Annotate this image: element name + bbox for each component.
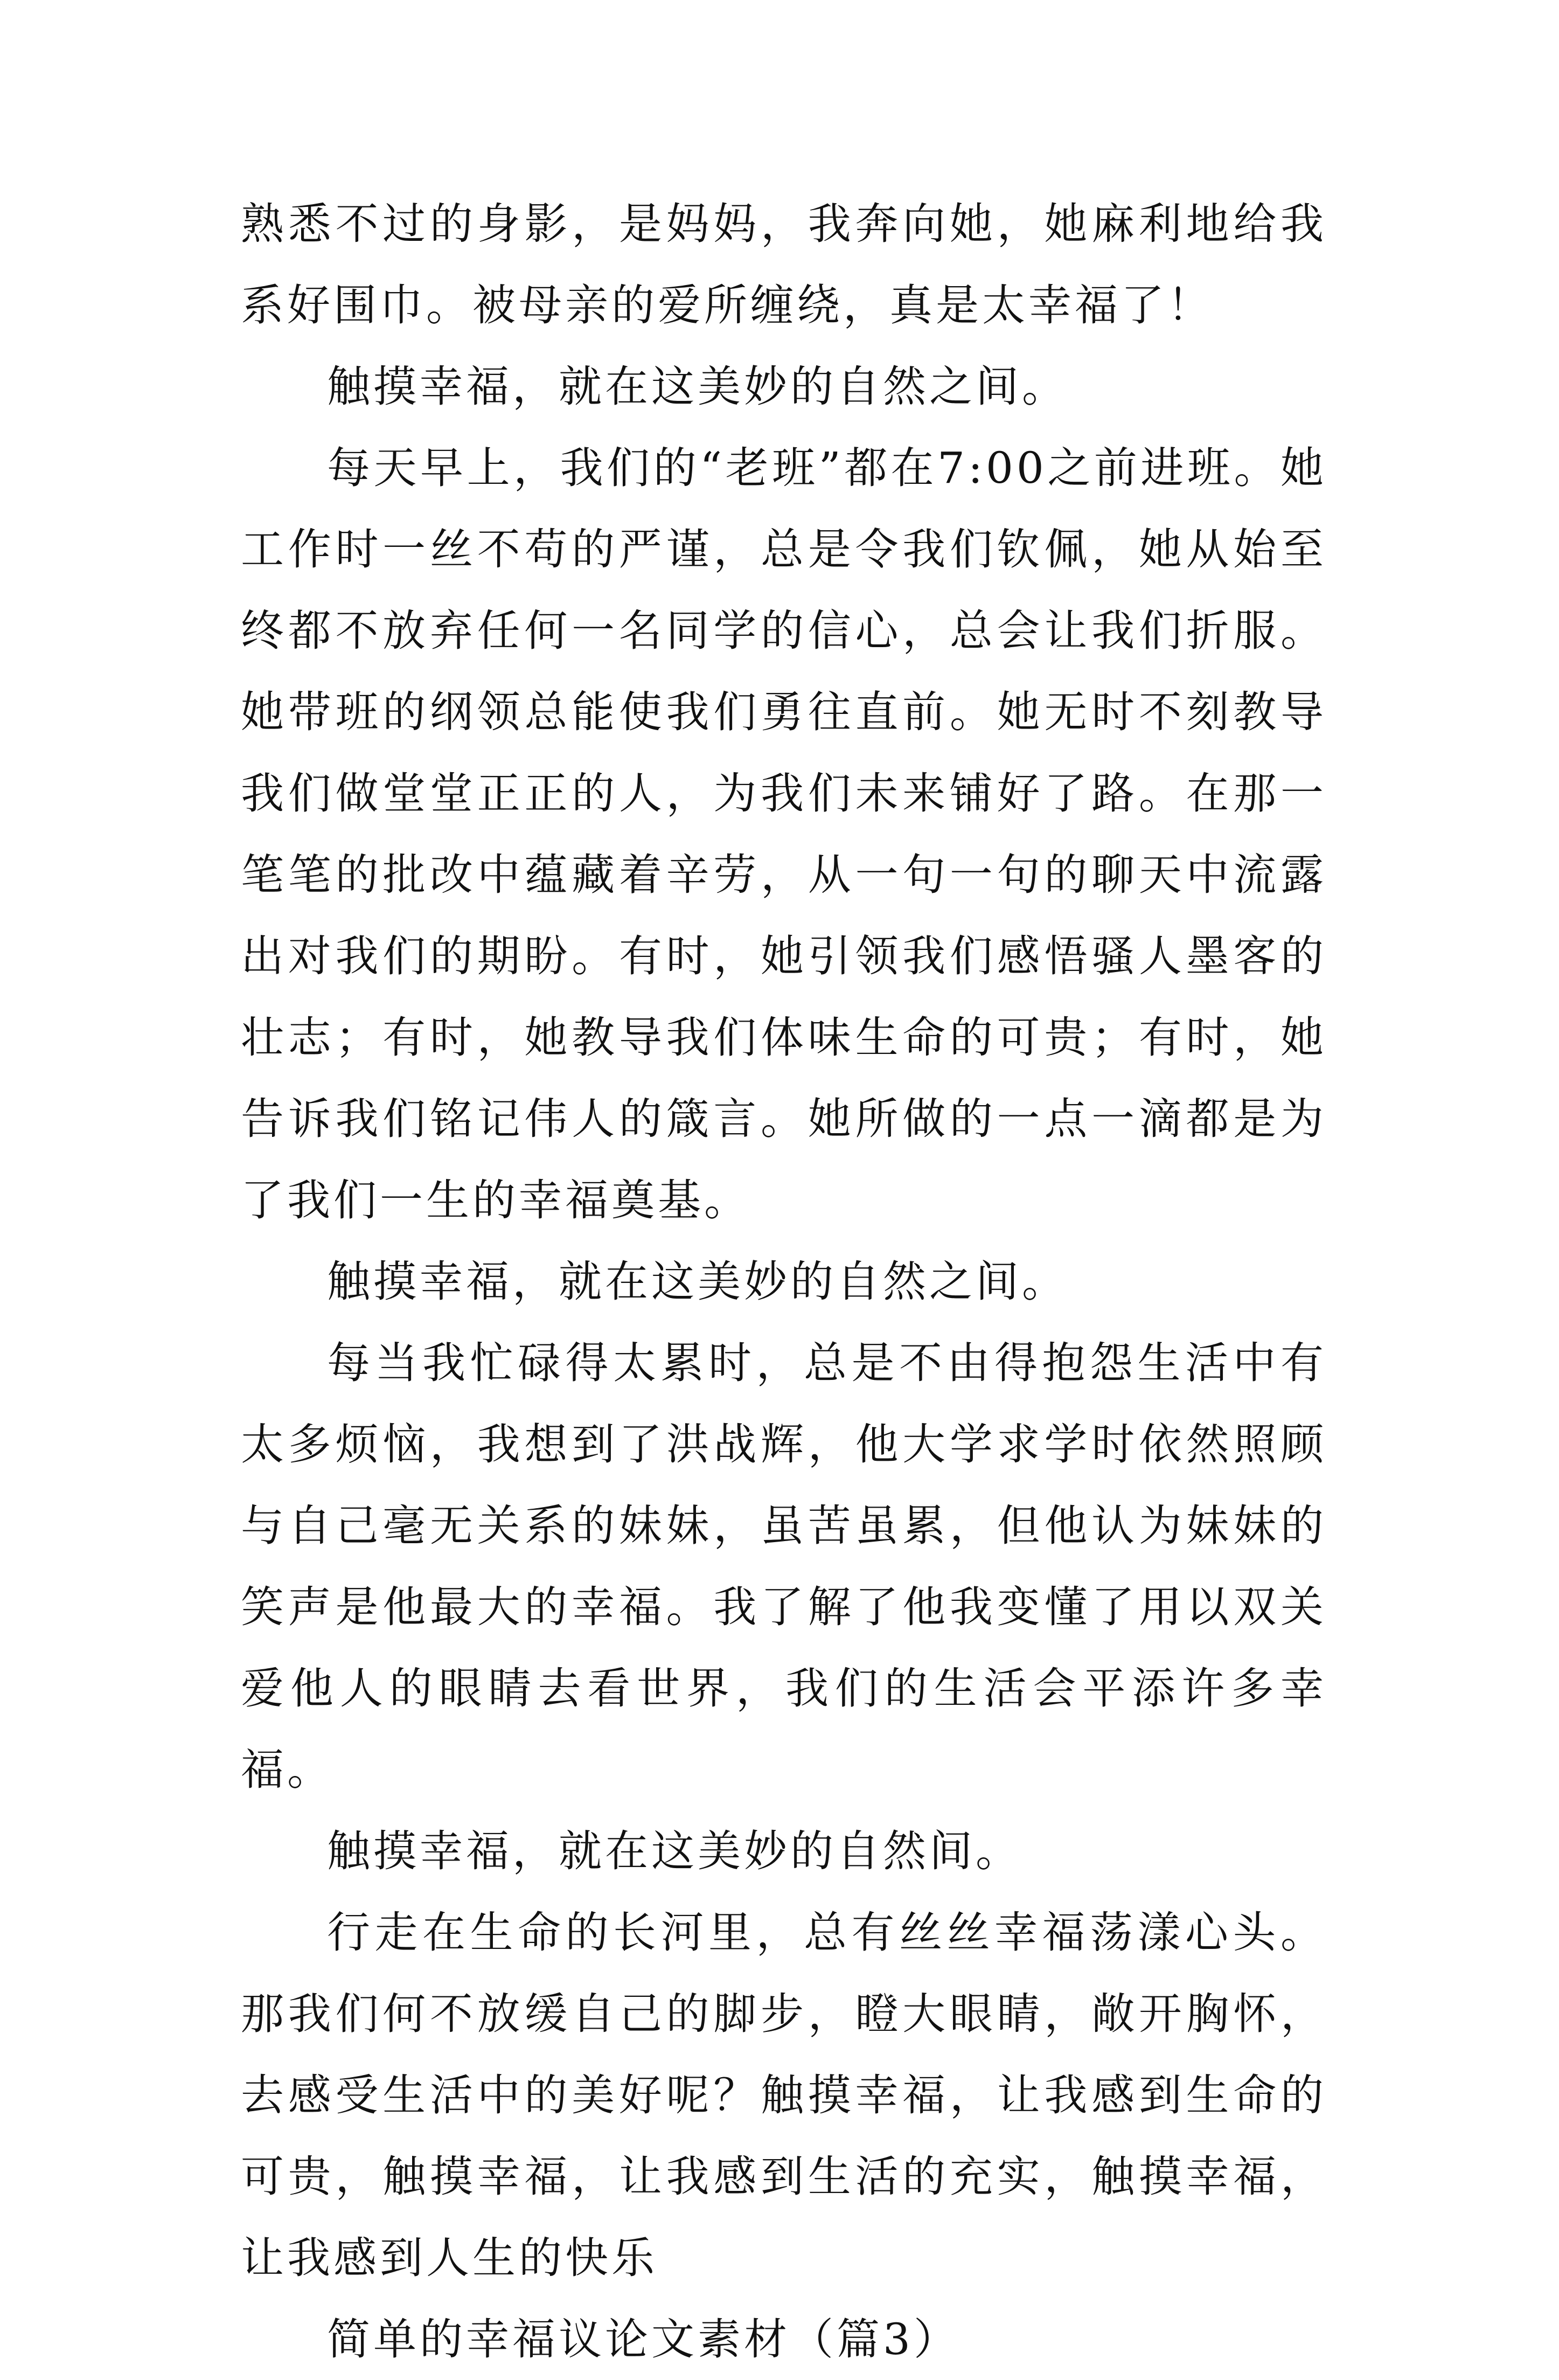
paragraph: 触摸幸福，就在这美妙的自然之间。 [327,362,1068,412]
paragraph: 每天早上，我们的“老班”都在7:00之前进班。她工作时一丝不苟的严谨，总是令我们钦佩，她从始至终都不放弃任何一名同学的信心，总会让我们折服。她带班的纲领总能使我们勇往直前。她无时不刻教导我们做堂堂正正的人，为我们未来铺好了路。在那一笔笔的批改中蕴藏着辛劳，从一句一句的聊天中流露出对我们的期盼。有时，她引领我们感悟骚人墨客的壮志；有时，她教导我们体味生命的可贵；有时，她告诉我们铭记伟人的箴言。她所做的一点一滴都是为了我们一生的幸福奠基。 [241,443,1327,1225]
paragraph: 每当我忙碌得太累时，总是不由得抱怨生活中有太多烦恼，我想到了洪战辉，他大学求学时依然照顾与自己毫无关系的妹妹，虽苦虽累，但他认为妹妹的笑声是他最大的幸福。我了解了他我变懂了用以双关爱他人的眼睛去看世界，我们的生活会平添许多幸福。 [241,1338,1327,1795]
document-body [241,183,1327,2380]
paragraph: 触摸幸福，就在这美妙的自然间。 [327,1826,1022,1876]
paragraph: 触摸幸福，就在这美妙的自然之间。 [327,1257,1068,1307]
section-heading: 简单的幸福议论文素材（篇3） [327,2314,960,2364]
paragraph: 熟悉不过的身影，是妈妈，我奔向她，她麻利地给我系好围巾。被母亲的爱所缠绕，真是太幸福了！ [241,199,1327,330]
paragraph: 行走在生命的长河里，总有丝丝幸福荡漾心头。那我们何不放缓自己的脚步，瞪大眼睛，敞开胸怀，去感受生活中的美好呢？触摸幸福，让我感到生命的可贵，触摸幸福，让我感到生活的充实，触摸幸福，让我感到人生的快乐 [241,1907,1327,2283]
